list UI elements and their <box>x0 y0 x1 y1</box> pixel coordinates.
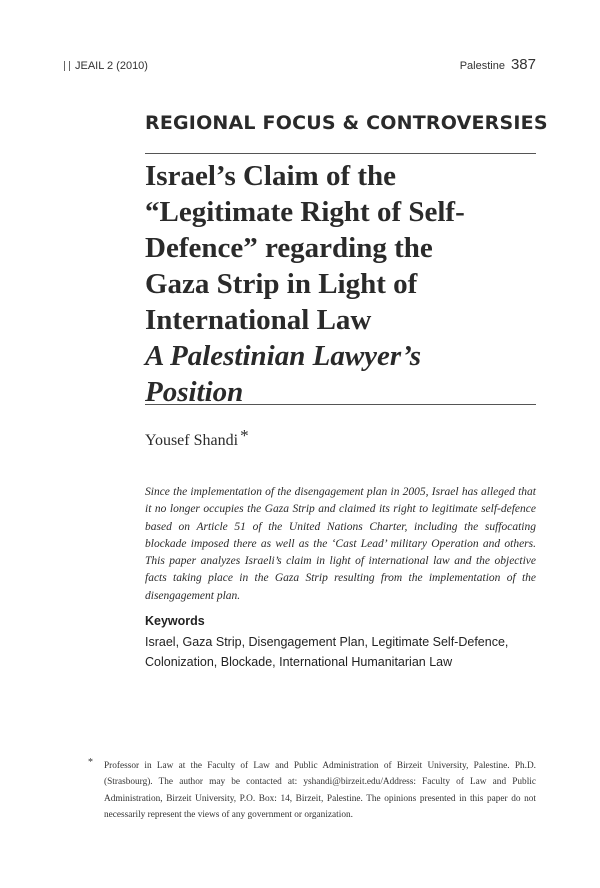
author-name: Yousef Shandi <box>145 432 239 449</box>
running-header-left <box>64 60 148 72</box>
header-bar-mark <box>64 61 70 71</box>
keywords-heading: Keywords <box>145 614 205 628</box>
footnote-mark: * <box>88 757 93 768</box>
page-number: 387 <box>510 56 536 73</box>
title-line: International Law <box>145 304 372 336</box>
article-title <box>145 158 545 410</box>
footnote-text: Professor in Law at the Faculty of Law and Public Administration of Birzeit University, Palestine. Ph.D. (Strasbourg). The author may be contacted at: yshandi@birzeit.edu/Address: Faculty of Law and Public Administration, Birzeit University, P.O. Box: 14, Birzeit, Palestine. The opinions presented in this paper do not necessarily represent the views of any government or organization. <box>104 761 536 820</box>
author-line <box>145 426 249 450</box>
title-line: “Legitimate Right of Self- <box>145 196 465 228</box>
title-bottom-rule <box>145 404 536 405</box>
subtitle-line: Position <box>145 376 244 408</box>
author-footnote-mark[interactable]: * <box>240 426 249 445</box>
abstract: Since the implementation of the disengagement plan in 2005, Israel has alleged that it no longer occupies the Gaza Strip and claimed its right to legitimate self-defence based on Article 51 of the United Nations Charter, including the suffocating blockade imposed there as well as the ‘Cast Lead’ military Operation and others. This paper analyzes Israeli’s claim in light of international law and the objective facts taking place in the Gaza Strip resulting from the implementation of the disengagement plan. <box>145 486 536 602</box>
journal-section-name: Palestine <box>459 60 505 72</box>
running-header-right <box>460 56 536 73</box>
journal-reference: JEAIL 2 (2010) <box>75 60 148 72</box>
section-label: REGIONAL FOCUS & CONTROVERSIES <box>145 112 548 134</box>
title-line: Defence” regarding the <box>145 232 433 264</box>
title-line: Israel’s Claim of the <box>145 160 397 192</box>
title-top-rule <box>145 153 536 154</box>
keywords-list: Israel, Gaza Strip, Disengagement Plan, Legitimate Self-Defence, Colonization, Blockade, International Humanitarian Law <box>145 635 509 669</box>
subtitle-line: A Palestinian Lawyer’s <box>145 340 422 372</box>
title-line: Gaza Strip in Light of <box>145 268 418 300</box>
